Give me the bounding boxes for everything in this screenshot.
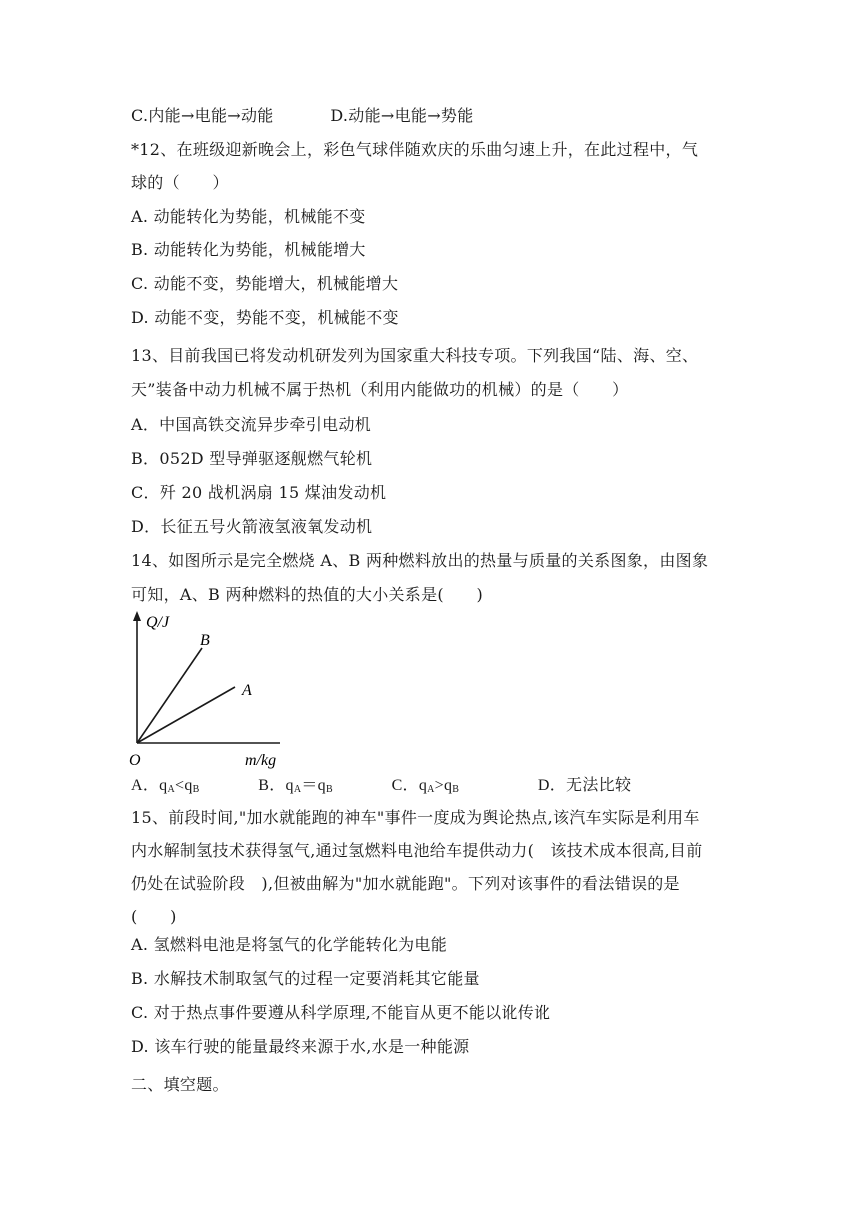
x-axis-label: m/kg (245, 752, 277, 769)
q14-option-a: A．$q_A<q_B$ (131, 777, 200, 795)
q14-heat-mass-graph (120, 605, 290, 775)
q15-stem-line1: 15、前段时间,"加水就能跑的神车"事件一度成为舆论热点,该汽车实际是利用车 (131, 808, 700, 827)
origin-label: O (129, 752, 141, 769)
q12-option-c: C. 动能不变，势能增大，机械能增大 (131, 274, 399, 293)
q15-option-a: A. 氢燃料电池是将氢气的化学能转化为电能 (131, 935, 448, 954)
q11-option-c: C.内能→电能→动能 (131, 106, 274, 125)
q13-option-c: C．歼 20 战机涡扇 15 煤油发动机 (131, 483, 387, 502)
q15-stem-line4: ( ) (131, 907, 177, 926)
q14-option-b: B．$q_A=q_B$ (258, 777, 333, 795)
line-b (137, 648, 202, 743)
q12-stem-line2: 球的（ ） (131, 173, 229, 192)
q11-options-row (131, 106, 474, 126)
q13-option-d: D．长征五号火箭液氢液氧发动机 (131, 517, 373, 536)
q13-stem-line2: 天”装备中动力机械不属于热机（利用内能做功的机械）的是（ ） (131, 380, 629, 399)
q13-option-b: B．052D 型导弹驱逐舰燃气轮机 (131, 449, 373, 468)
q14-stem-line2: 可知，A、B 两种燃料的热值的大小关系是( ) (131, 585, 484, 604)
q15-option-d: D. 该车行驶的能量最终来源于水,水是一种能源 (131, 1037, 470, 1056)
section-heading: 二、填空题。 (131, 1075, 229, 1094)
line-b-label: B (200, 632, 210, 649)
q15-option-b: B. 水解技术制取氢气的过程一定要消耗其它能量 (131, 969, 480, 988)
line-a-label: A (242, 682, 252, 699)
q13-option-a: A．中国高铁交流异步牵引电动机 (131, 415, 372, 434)
q13-stem-line1: 13、目前我国已将发动机研发列为国家重大科技专项。下列我国“陆、海、空、 (131, 346, 699, 365)
q14-stem-line1: 14、如图所示是完全燃烧 A、B 两种燃料放出的热量与质量的关系图象，由图象 (131, 551, 709, 570)
q11-option-d: D.动能→电能→势能 (330, 106, 474, 125)
q15-option-c: C. 对于热点事件要遵从科学原理,不能盲从更不能以讹传讹 (131, 1003, 551, 1022)
y-axis-label: Q/J (146, 614, 170, 631)
q15-stem-line2: 内水解制氢技术获得氢气,通过氢燃料电池给车提供动力( 该技术成本很高,目前 (131, 841, 703, 860)
q12-option-a: A. 动能转化为势能，机械能不变 (131, 207, 366, 226)
q12-option-b: B. 动能转化为势能，机械能增大 (131, 240, 366, 259)
q12-option-d: D. 动能不变，势能不变，机械能不变 (131, 308, 399, 327)
q12-stem-line1: *12、在班级迎新晚会上，彩色气球伴随欢庆的乐曲匀速上升，在此过程中，气 (131, 140, 699, 159)
q14-options-row (131, 776, 631, 800)
q14-option-c: C．$q_A>q_B$ (391, 777, 460, 795)
line-a (137, 687, 235, 743)
y-axis-arrow-icon (133, 611, 141, 621)
q14-option-d: D．无法比较 (537, 777, 632, 794)
q15-stem-line3: 仍处在试验阶段 ),但被曲解为"加水就能跑"。下列对该事件的看法错误的是 (131, 874, 680, 893)
